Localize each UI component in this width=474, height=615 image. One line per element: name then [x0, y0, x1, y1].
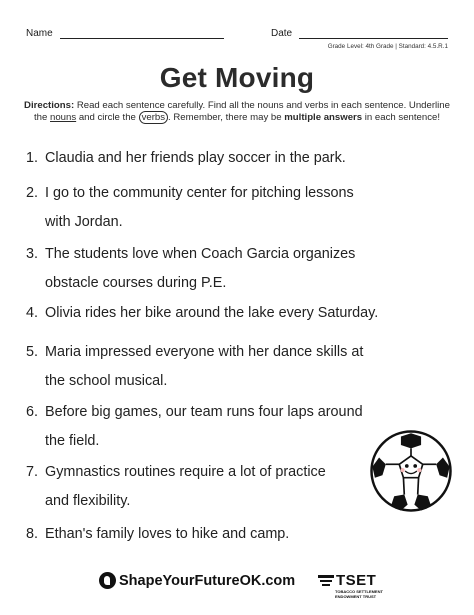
sentence-item — [26, 299, 446, 328]
tset-subtitle-line-1: TOBACCO SETTLEMENT — [335, 589, 383, 594]
tset-subtitle — [335, 590, 383, 599]
tset-logo-icon — [318, 573, 334, 589]
sentence-text-continued: with Jordan. — [45, 214, 123, 230]
directions-text-1: Read each sentence carefully. Find all the nouns and verbs in each sentence. Underline the — [34, 100, 450, 123]
sentence-text: Claudia and her friends play soccer in the park. — [45, 150, 346, 166]
name-blank-line[interactable] — [60, 38, 224, 39]
worksheet-title: Get Moving — [159, 62, 315, 93]
directions-text-4: in each sentence! — [362, 112, 440, 123]
date-blank-line[interactable] — [299, 38, 448, 39]
sentence-number: 1. — [26, 150, 39, 166]
sentence-text-continued: the school musical. — [45, 373, 168, 389]
sentence-number: 3. — [26, 246, 39, 262]
soccer-ball-icon — [369, 429, 453, 513]
sentence-text: Maria impressed everyone with her dance skills at — [45, 344, 364, 360]
underlined-nouns: nouns — [50, 112, 77, 123]
tset-wordmark: TSET — [336, 572, 377, 589]
tset-subtitle-line-2: ENDOWMENT TRUST — [335, 593, 377, 599]
sentence-item — [26, 520, 446, 549]
footer-brand-text: ShapeYourFutureOK.com — [119, 572, 296, 589]
sentence-item — [26, 179, 446, 237]
directions-text-3: . Remember, there may be — [168, 112, 285, 123]
directions-block — [20, 100, 454, 124]
directions-label: Directions: — [24, 100, 75, 111]
sentence-text: The students love when Coach Garcia organizes — [45, 246, 356, 262]
sentence-number: 2. — [26, 185, 39, 201]
sentence-text-continued: the field. — [45, 433, 100, 449]
circled-verbs: verbs — [139, 111, 168, 124]
sentence-item — [26, 240, 446, 298]
tset-logo — [318, 572, 376, 589]
date-label: Date — [271, 28, 293, 39]
sentence-number: 5. — [26, 344, 39, 360]
name-label: Name — [26, 28, 53, 39]
sentence-number: 7. — [26, 464, 39, 480]
footer-brand[interactable] — [99, 572, 295, 589]
sentence-text-continued: and flexibility. — [45, 493, 131, 509]
sentence-text: Before big games, our team runs four laps around — [45, 404, 363, 420]
directions-text-2: and circle the — [76, 112, 139, 123]
multiple-answers-emphasis: multiple answers — [284, 112, 363, 123]
sentence-text: Gymnastics routines require a lot of practice — [45, 464, 326, 480]
sentence-text: Ethan's family loves to hike and camp. — [45, 526, 290, 542]
sentence-text: Olivia rides her bike around the lake every Saturday. — [45, 305, 379, 321]
sentence-text: I go to the community center for pitching lessons — [45, 185, 354, 201]
sentence-item — [26, 338, 446, 396]
sentence-text-continued: obstacle courses during P.E. — [45, 275, 227, 291]
grade-standard-info: Grade Level: 4th Grade | Standard: 4.5.R.1 — [327, 43, 448, 50]
sentence-number: 6. — [26, 404, 39, 420]
sentence-item — [26, 144, 446, 173]
sentence-number: 8. — [26, 526, 39, 542]
sentence-number: 4. — [26, 305, 39, 321]
shape-your-future-logo-icon — [99, 572, 116, 589]
